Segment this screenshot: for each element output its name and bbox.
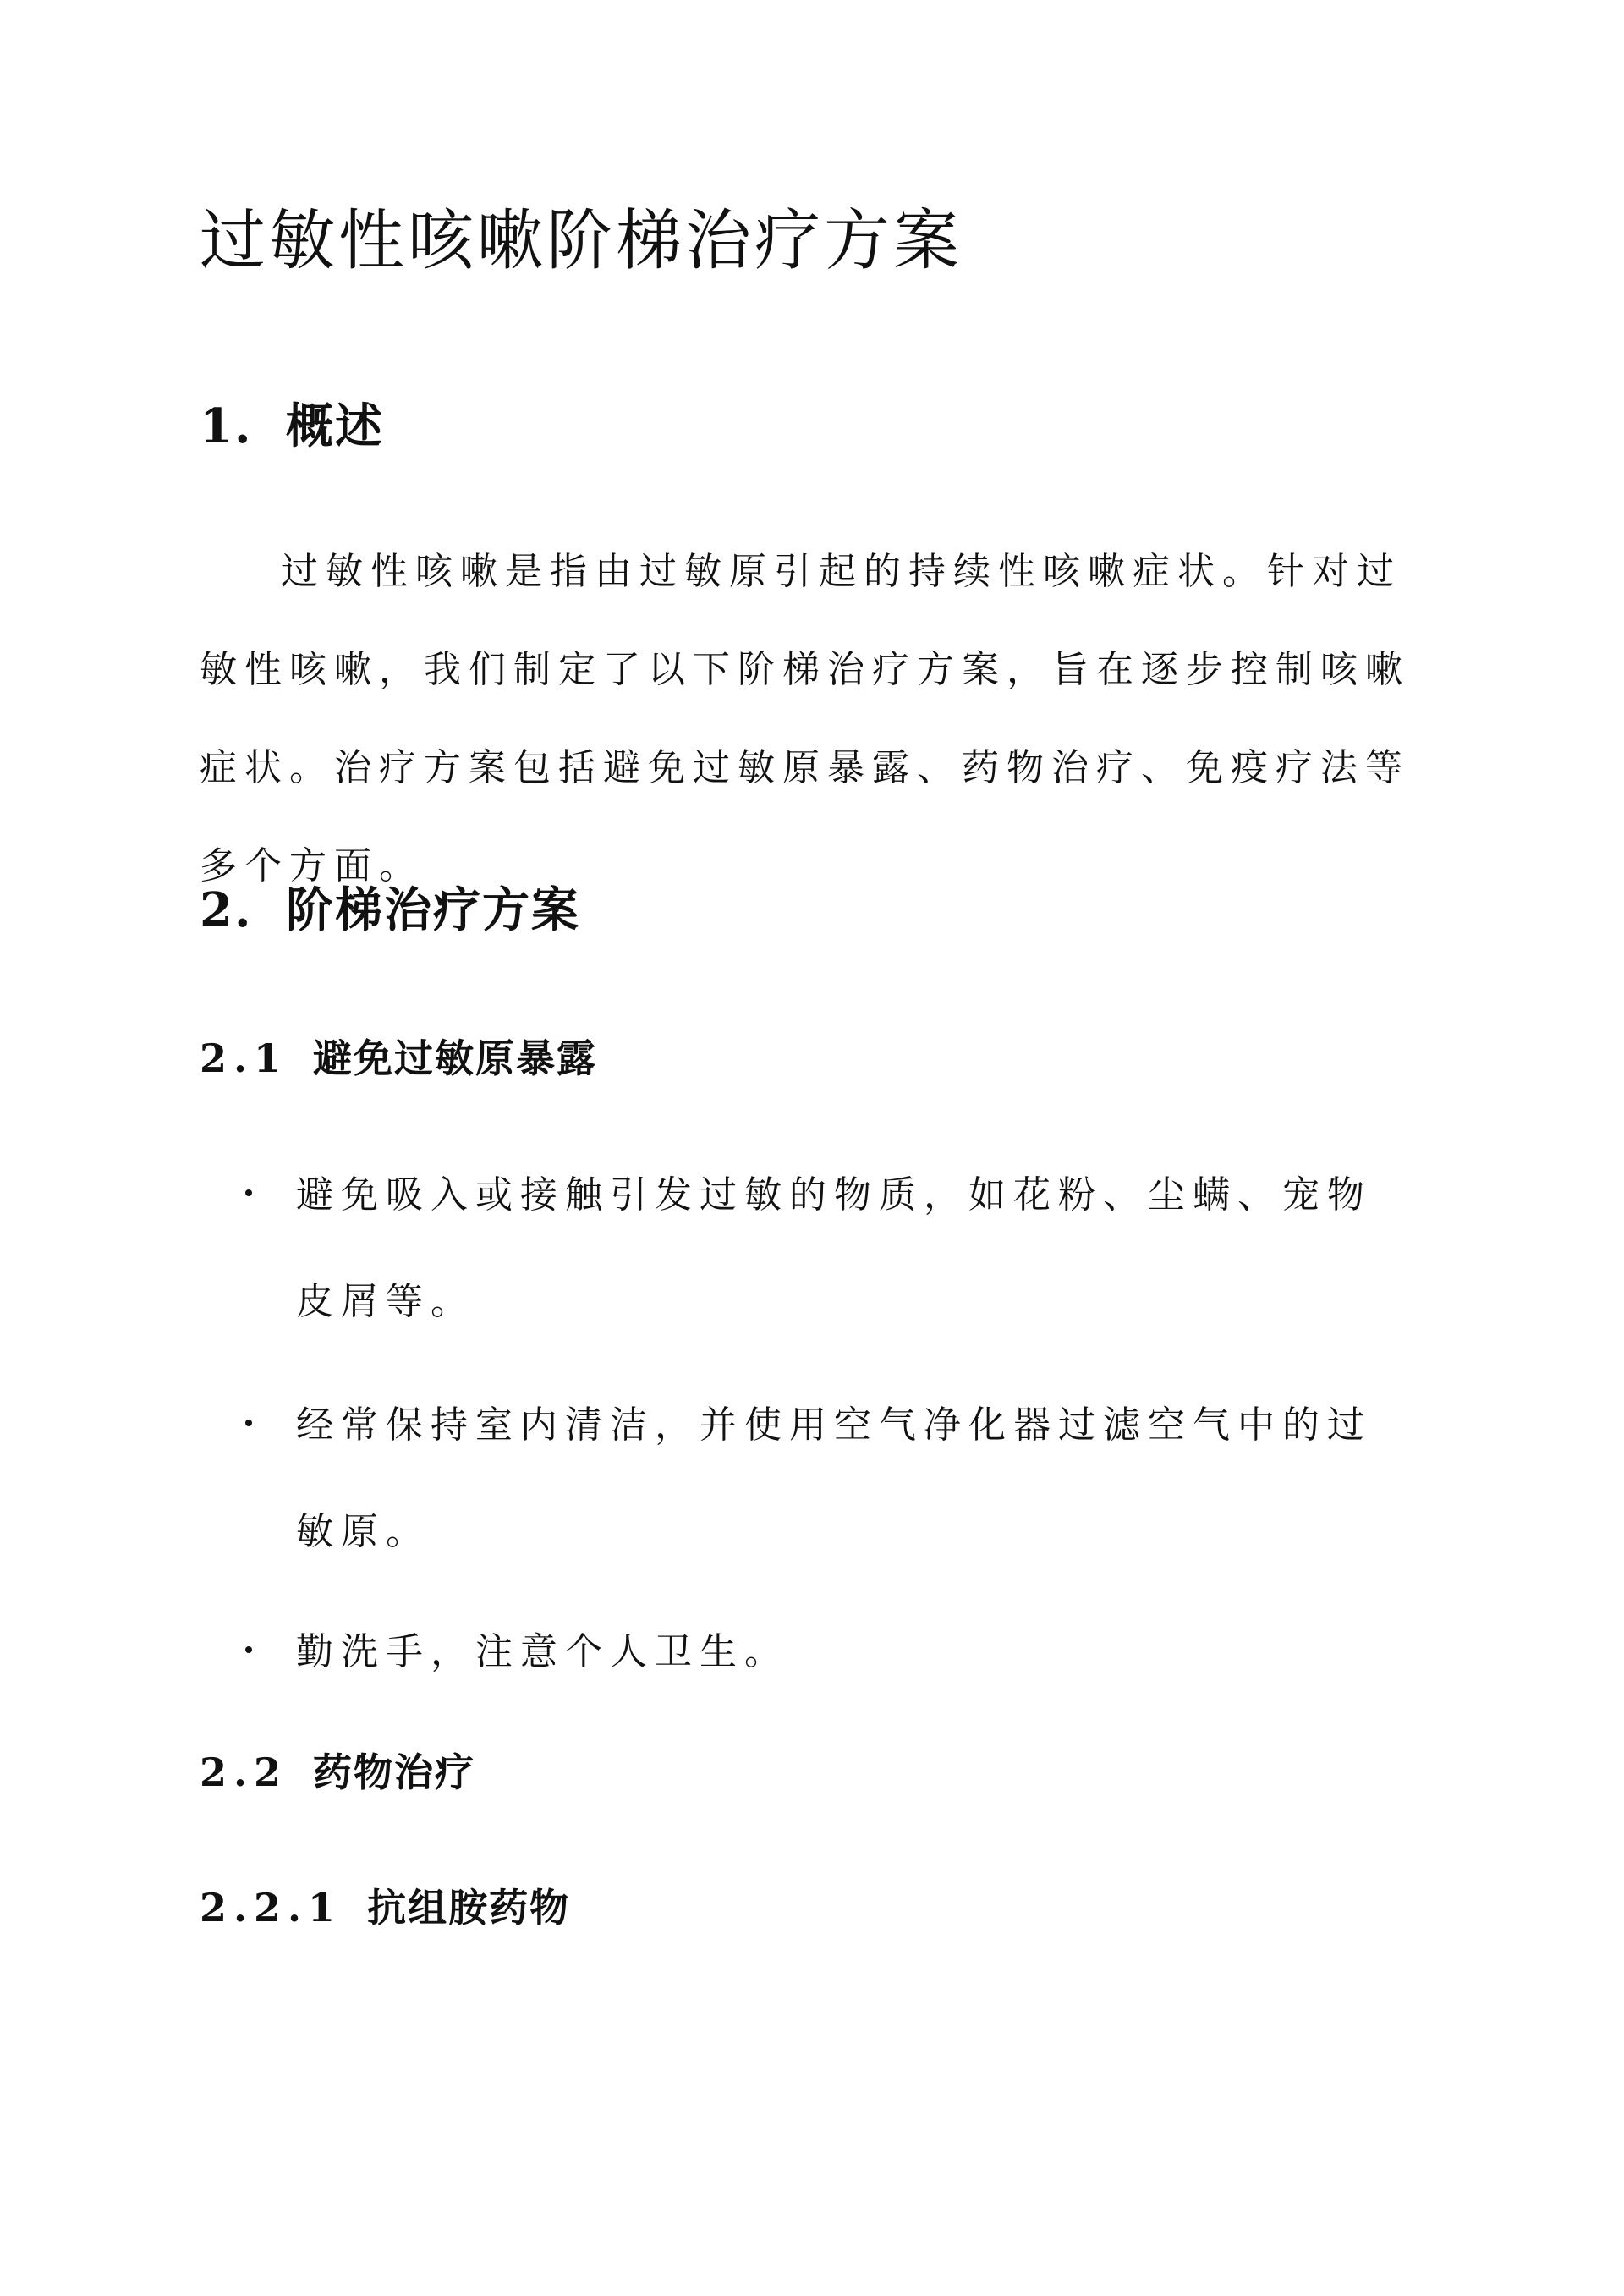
list-item-text: 勤洗手，注意个人卫生。	[296, 1630, 789, 1673]
section-2-1-number: 2.1	[200, 1035, 288, 1081]
list-item	[245, 1372, 1413, 1585]
bullet-dot-icon	[245, 1420, 252, 1426]
bullet-dot-icon	[245, 1189, 252, 1196]
bullet-dot-icon	[245, 1646, 252, 1653]
section-2-1-title: 避免过敏原暴露	[313, 1035, 598, 1081]
section-2-2-title: 药物治疗	[313, 1749, 476, 1795]
section-2-2-1-number: 2.2.1	[200, 1885, 343, 1931]
overview-paragraph: 过敏性咳嗽是指由过敏原引起的持续性咳嗽症状。针对过敏性咳嗽，我们制定了以下阶梯治疗方案，旨在逐步控制咳嗽症状。治疗方案包括避免过敏原暴露、药物治疗、免疫疗法等多个方面。	[200, 550, 1410, 887]
section-2-2-1-heading	[200, 1878, 570, 1937]
list-item-text: 经常保持室内清洁，并使用空气净化器过滤空气中的过敏原。	[296, 1403, 1372, 1553]
section-2-1-heading	[200, 1029, 597, 1088]
section-2-heading	[200, 876, 580, 944]
document-title: 过敏性咳嗽阶梯治疗方案	[200, 203, 963, 279]
section-2-2-number: 2.2	[200, 1749, 288, 1795]
section-2-number: 2.	[200, 882, 253, 938]
list-item-text: 避免吸入或接触引发过敏的物质，如花粉、尘螨、宠物皮屑等。	[296, 1173, 1372, 1323]
section-2-title: 阶梯治疗方案	[286, 882, 580, 938]
section-2-2-1-title: 抗组胺药物	[367, 1885, 571, 1931]
section-1-heading	[200, 393, 384, 460]
list-item	[245, 1142, 1413, 1355]
section-2-2-heading	[200, 1743, 475, 1802]
section-1-number: 1.	[200, 398, 253, 454]
list-item	[245, 1599, 1413, 1706]
section-1-title: 概述	[286, 398, 384, 454]
